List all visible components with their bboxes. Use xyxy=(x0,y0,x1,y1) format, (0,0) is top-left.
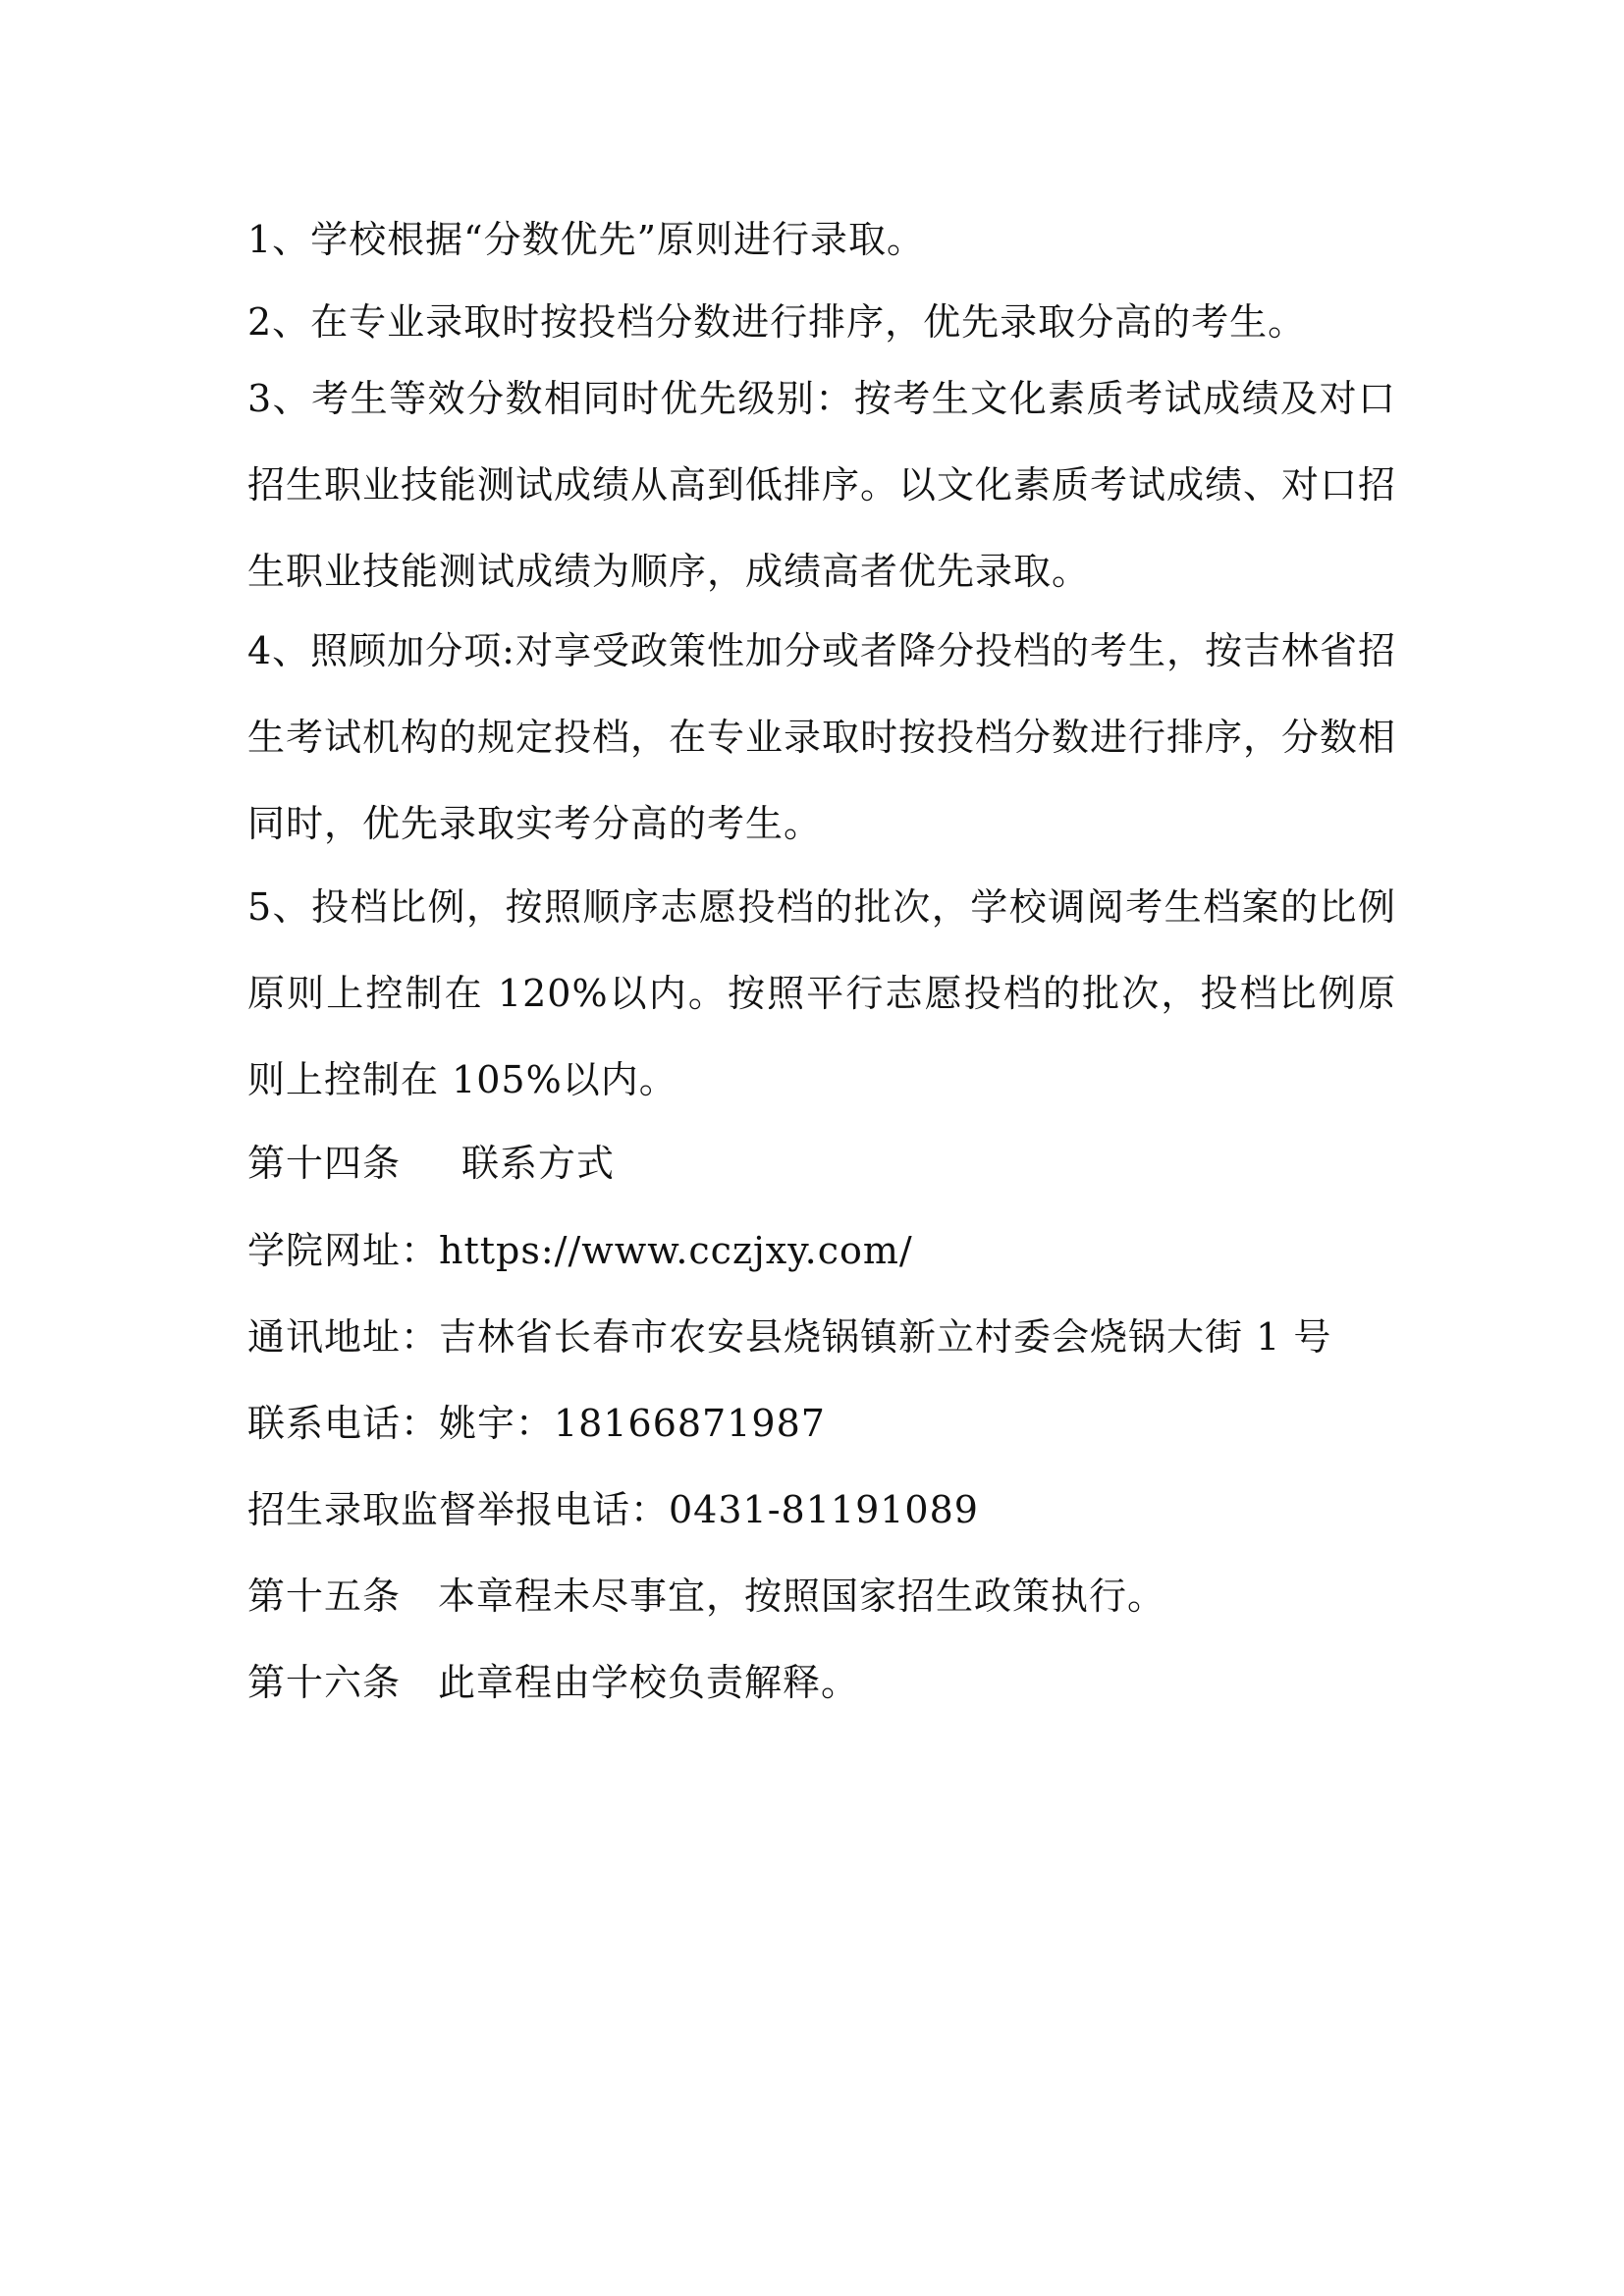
rule-4: 4、照顾加分项:对享受政策性加分或者降分投档的考生，按吉林省招生考试机构的规定投档，在专业录取时按投档分数进行排序，分数相同时，优先录取实考分高的考生。 xyxy=(247,629,1397,845)
rule-1: 1、学校根据“分数优先”原则进行录取。 xyxy=(247,218,926,261)
article-14-number: 第十四条 xyxy=(247,1142,402,1185)
contact-address: 通讯地址：吉林省长春市农安县烧锅镇新立村委会烧锅大街 1 号 xyxy=(247,1315,1332,1359)
article-14-heading xyxy=(247,1120,1396,1206)
article-15 xyxy=(247,1553,1396,1639)
contact-report-phone: 招生录取监督举报电话：0431-81191089 xyxy=(247,1488,979,1531)
rule-5: 5、投档比例，按照顺序志愿投档的批次，学校调阅考生档案的比例原则上控制在 120%以内。按照平行志愿投档的批次，投档比例原则上控制在 105%以内。 xyxy=(247,885,1396,1101)
article-14-title: 联系方式 xyxy=(461,1142,616,1185)
contact-website: 学院网址：https://www.cczjxy.com/ xyxy=(247,1229,913,1272)
article-16 xyxy=(247,1639,1396,1726)
rule-3: 3、考生等效分数相同时优先级别：按考生文化素质考试成绩及对口招生职业技能测试成绩从高到低排序。以文化素质考试成绩、对口招生职业技能测试成绩为顺序，成绩高者优先录取。 xyxy=(247,377,1397,593)
article-15-text: 本章程未尽事宜，按照国家招生政策执行。 xyxy=(438,1575,1166,1618)
article-16-number: 第十六条 xyxy=(247,1661,402,1704)
article-15-number: 第十五条 xyxy=(247,1575,402,1618)
article-16-text: 此章程由学校负责解释。 xyxy=(438,1661,860,1704)
rule-2: 2、在专业录取时按投档分数进行排序，优先录取分高的考生。 xyxy=(247,300,1307,344)
contact-phone: 联系电话：姚宇：18166871987 xyxy=(247,1402,826,1445)
